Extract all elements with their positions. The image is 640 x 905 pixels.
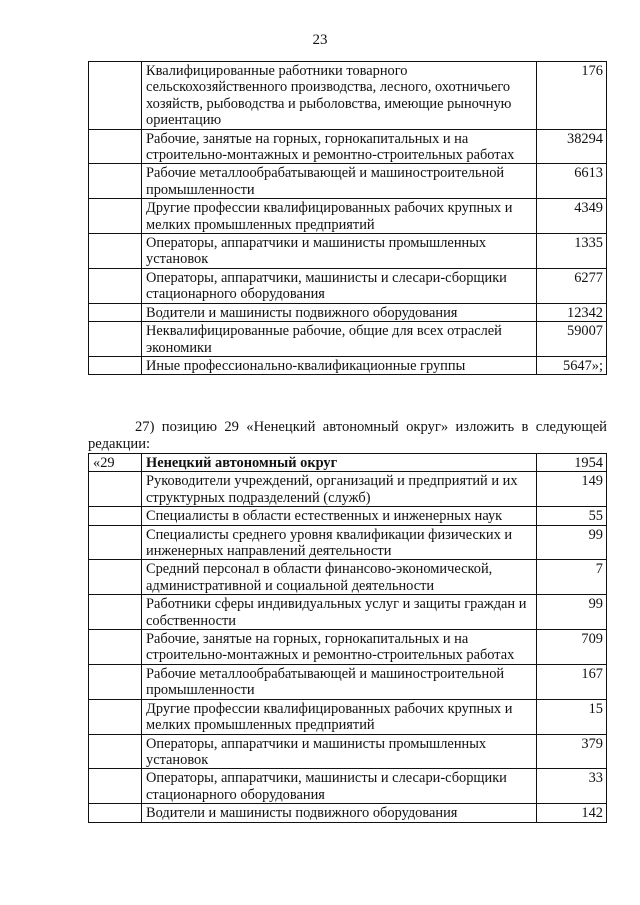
count-cell: 149 [537,472,607,507]
count-cell: 7 [537,560,607,595]
table-row [89,472,607,507]
position-code-cell [89,664,142,699]
position-code-cell [89,699,142,734]
table-row [89,507,607,525]
count-cell: 38294 [537,129,607,164]
table-row [89,199,607,234]
occupation-name-cell: Другие профессии квалифицированных рабочих крупных и мелких промышленных предприятий [142,199,537,234]
occupation-name-cell: Операторы, аппаратчики, машинисты и слесари-сборщики стационарного оборудования [142,268,537,303]
count-cell: 6613 [537,164,607,199]
table-row [89,525,607,560]
occupation-name-cell: Специалисты в области естественных и инженерных наук [142,507,537,525]
table-row [89,804,607,822]
occupation-name-cell: Руководители учреждений, организаций и предприятий и их структурных подразделений (служб) [142,472,537,507]
occupation-name-cell: Операторы, аппаратчики и машинисты промышленных установок [142,734,537,769]
occupation-name-cell: Средний персонал в области финансово-экономической, административной и социальной деятельности [142,560,537,595]
position-code-cell [89,303,142,321]
position-code-cell [89,734,142,769]
occupation-name-cell: Операторы, аппаратчики и машинисты промышленных установок [142,234,537,269]
count-cell: 55 [537,507,607,525]
position-code-cell [89,268,142,303]
count-cell: 12342 [537,303,607,321]
table-row [89,129,607,164]
position-code-cell: «29 [89,454,142,472]
table-row [89,664,607,699]
count-cell: 15 [537,699,607,734]
page-number: 23 [312,32,328,48]
count-cell: 59007 [537,322,607,357]
count-cell: 6277 [537,268,607,303]
occupation-name-cell: Рабочие, занятые на горных, горнокапитальных и на строительно-монтажных и ремонтно-строительных работах [142,129,537,164]
table-row [89,164,607,199]
region-name: Ненецкий автономный округ [146,455,338,471]
count-cell: 167 [537,664,607,699]
table-row [89,630,607,665]
count-cell: 142 [537,804,607,822]
table-row [89,322,607,357]
occupation-name-cell: Рабочие металлообрабатывающей и машиностроительной промышленности [142,664,537,699]
occupation-name-cell: Неквалифицированные рабочие, общие для всех отраслей экономики [142,322,537,357]
table-row [89,234,607,269]
table-row [89,303,607,321]
occupation-name-cell: Квалифицированные работники товарного сельскохозяйственного производства, лесного, охотничьего хозяйств, рыбоводства и рыболовства, имеющие рыночную ориентацию [142,62,537,130]
table-row [89,356,607,374]
table-row [89,595,607,630]
count-cell: 709 [537,630,607,665]
count-cell: 4349 [537,199,607,234]
occupation-name-cell: Другие профессии квалифицированных рабочих крупных и мелких промышленных предприятий [142,699,537,734]
position-code-cell [89,62,142,130]
position-code-cell [89,234,142,269]
count-cell: 5647»; [537,356,607,374]
position-code-cell [89,804,142,822]
position-code-cell [89,507,142,525]
position-code-cell [89,630,142,665]
position-code-cell [89,356,142,374]
amendment-paragraph [88,419,607,453]
region-name-cell [142,454,537,472]
region-header-row [89,454,607,472]
occupation-name-cell: Водители и машинисты подвижного оборудования [142,303,537,321]
occupation-name-cell: Иные профессионально-квалификационные группы [142,356,537,374]
count-cell: 379 [537,734,607,769]
occupation-name-cell: Операторы, аппаратчики, машинисты и слесари-сборщики стационарного оборудования [142,769,537,804]
table-row [89,734,607,769]
position-code-cell [89,164,142,199]
table-row [89,62,607,130]
occupation-name-cell: Специалисты среднего уровня квалификации физических и инженерных направлений деятельности [142,525,537,560]
occupation-name-cell: Водители и машинисты подвижного оборудования [142,804,537,822]
position-code-cell [89,560,142,595]
region-total-cell: 1954 [537,454,607,472]
table-row [89,268,607,303]
position-code-cell [89,322,142,357]
occupation-name-cell: Рабочие металлообрабатывающей и машиностроительной промышленности [142,164,537,199]
count-cell: 33 [537,769,607,804]
count-cell: 176 [537,62,607,130]
position-code-cell [89,769,142,804]
count-cell: 99 [537,525,607,560]
table-row [89,769,607,804]
amendment-text: 27) позицию 29 «Ненецкий автономный округ» изложить в следующей редакции: [88,419,607,452]
position-code-cell [89,129,142,164]
occupation-table-previous-region [88,61,607,375]
position-code-cell [89,199,142,234]
occupation-name-cell: Работники сферы индивидуальных услуг и защиты граждан и собственности [142,595,537,630]
position-code-cell [89,472,142,507]
occupation-name-cell: Рабочие, занятые на горных, горнокапитальных и на строительно-монтажных и ремонтно-строительных работах [142,630,537,665]
position-code-cell [89,595,142,630]
position-code-cell [89,525,142,560]
count-cell: 99 [537,595,607,630]
table-row [89,560,607,595]
occupation-table-nenets [88,453,607,823]
count-cell: 1335 [537,234,607,269]
table-row [89,699,607,734]
